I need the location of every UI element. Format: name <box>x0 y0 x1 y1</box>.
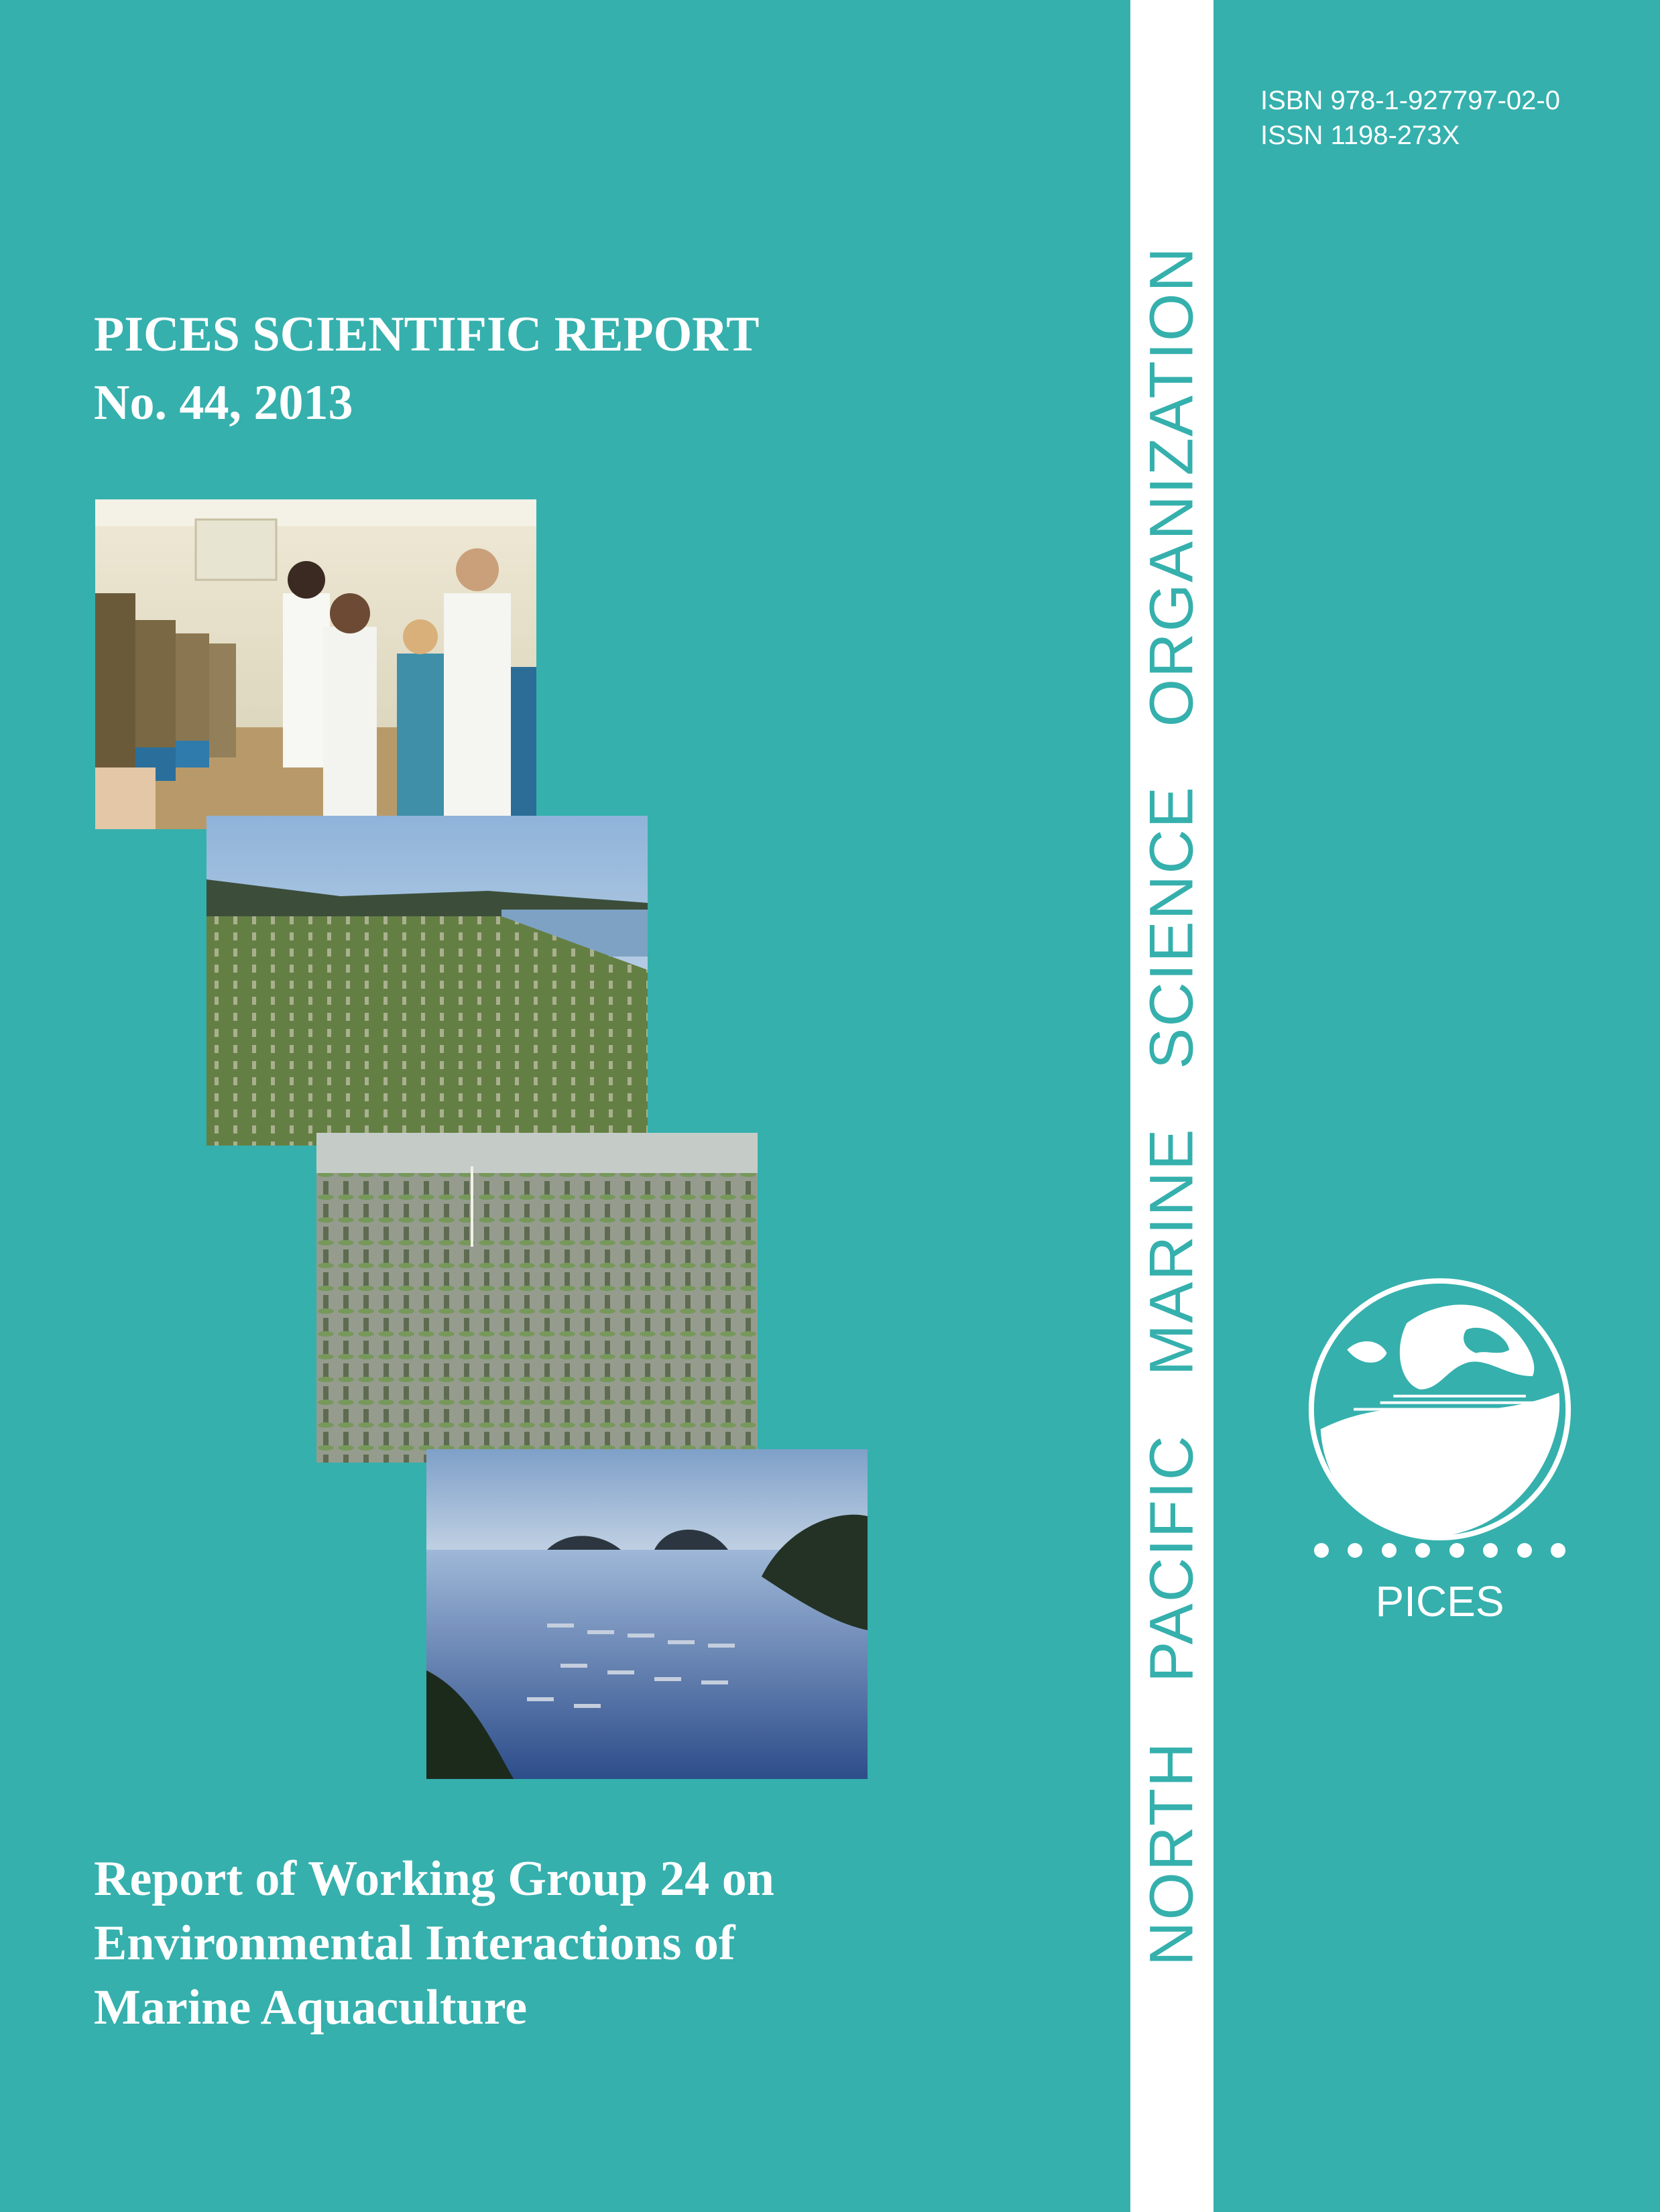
dot <box>1348 1543 1362 1558</box>
tidal-flat-grid-photo <box>206 816 648 1146</box>
pices-globe-logo <box>1307 1277 1572 1542</box>
logo-dots <box>1314 1540 1565 1560</box>
report-title <box>94 1847 774 2040</box>
dot <box>1517 1543 1532 1558</box>
dot <box>1415 1543 1430 1558</box>
pices-label: PICES <box>1375 1577 1504 1625</box>
bay-aquaculture-rafts-photo <box>426 1449 868 1779</box>
title-line-3: Marine Aquaculture <box>94 1980 528 2035</box>
dot <box>1314 1543 1329 1558</box>
identifier-block <box>1260 83 1560 153</box>
spine-word: NORTH <box>1137 1741 1206 1966</box>
spine-word: SCIENCE <box>1137 785 1206 1069</box>
dot <box>1449 1543 1464 1558</box>
oyster-bed-photo <box>316 1133 758 1463</box>
spine-word: ORGANIZATION <box>1137 246 1206 727</box>
isbn: ISBN 978-1-927797-02-0 <box>1260 86 1560 115</box>
dot <box>1551 1543 1565 1558</box>
series-heading <box>94 300 760 437</box>
laboratory-photo <box>95 499 536 829</box>
spine-word: PACIFIC <box>1137 1434 1206 1683</box>
series-title: PICES SCIENTIFIC REPORT <box>94 307 760 362</box>
dot <box>1382 1543 1397 1558</box>
report-number: No. 44, 2013 <box>94 375 353 430</box>
organization-spine-text <box>1137 226 1207 1986</box>
dot <box>1483 1543 1498 1558</box>
spine-word: MARINE <box>1137 1127 1206 1376</box>
title-line-1: Report of Working Group 24 on <box>94 1851 774 1906</box>
issn: ISSN 1198-273X <box>1260 121 1460 150</box>
title-line-2: Environmental Interactions of <box>94 1916 735 1971</box>
